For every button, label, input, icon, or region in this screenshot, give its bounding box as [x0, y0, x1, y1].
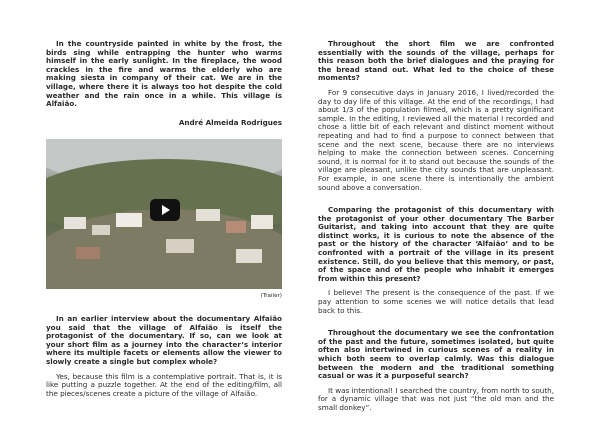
- house-shape: [76, 247, 100, 259]
- house-shape: [116, 213, 142, 227]
- author-name: André Almeida Rodrigues: [178, 117, 282, 127]
- house-shape: [64, 217, 86, 229]
- play-icon: [162, 205, 170, 215]
- house-shape: [226, 221, 246, 233]
- answer-4: It was intentional! I searched the country, from north to south, for a dynamic village that was not just “the old man and the small donkey”.: [318, 385, 554, 412]
- house-shape: [166, 239, 194, 253]
- answer-3: I believe! The present is the consequence of the past. If we pay attention to some scenes we will notice details that lead back to this.: [318, 288, 554, 315]
- play-button[interactable]: [150, 199, 180, 221]
- house-shape: [236, 249, 262, 263]
- question-2: Throughout the short film we are confronted essentially with the sounds of the village, perhaps for this reason both the brief dialogues and the praying for the bread stand out. What led to the choice of these moments?: [318, 39, 554, 83]
- question-1: In an earlier interview about the documentary Alfaião you said that the village of Alfaião is itself the protagonist of the documentary. If so, can we look at your short film as a journey into the character’s interior where its multiple facets or elements allow the viewer to slowly create a single but complex whole?: [46, 313, 282, 366]
- right-column: [318, 40, 554, 413]
- house-shape: [251, 215, 273, 229]
- left-column: [46, 40, 282, 398]
- answer-2: For 9 consecutive days in January 2016, I lived/recorded the day to day life of this village. At the end of the recordings, I had about 1/3 of the population filmed, which is a pretty significant sample. In the editing, I reviewed all the material I recorded and chose a little bit of each relevant and distinct moment without repeating and had to find a purpose to connect between that scene and the next scene, because there are no interviews helping to make the connection between scenes. Concerning sound, it is normal for it to stand out because the sounds of the village are pleasant, unlike the city sounds that are unpleasant. For example, in one scene there is intentionally the ambient sound above a conversation.: [318, 87, 554, 192]
- answer-1: Yes, because this film is a contemplative portrait. That is, it is like putting a puzzle together. At the end of the editing/film, all the pieces/scenes create a picture of the village of Alfaião.: [46, 371, 282, 398]
- question-4: Throughout the documentary we see the confrontation of the past and the future, sometimes isolated, but quite often also intertwined in curious scenes of a reality in which both seem to overlap calmly. Was this dialogue between the modern and the traditional something casual or was it a purposeful search?: [318, 328, 554, 381]
- video-caption: (Trailer): [260, 293, 282, 300]
- video-player[interactable]: [46, 139, 282, 289]
- house-shape: [196, 209, 220, 221]
- house-shape: [92, 225, 110, 235]
- intro-paragraph: In the countryside painted in white by the frost, the birds sing while entrapping the hunter who warms himself in the early sunlight. In the fireplace, the wood crackles in the fire and warms the elderly who are making siesta in company of their cat. We are in the village, where there it is always too hot despite the cold weather and the rain once in a while. This village is Alfaião.: [46, 39, 282, 109]
- question-3: Comparing the protagonist of this documentary with the protagonist of your other documentary The Barber Guitarist, and taking into account that they are quite distinct works, it is curious to note the absence of the past or the history of the character ‘Alfaião’ and to be confronted with a portrait of the village in its present existence. Still, do you believe that this memory, or past, of the space and of the people who inhabit it emerges from within this present?: [318, 205, 554, 283]
